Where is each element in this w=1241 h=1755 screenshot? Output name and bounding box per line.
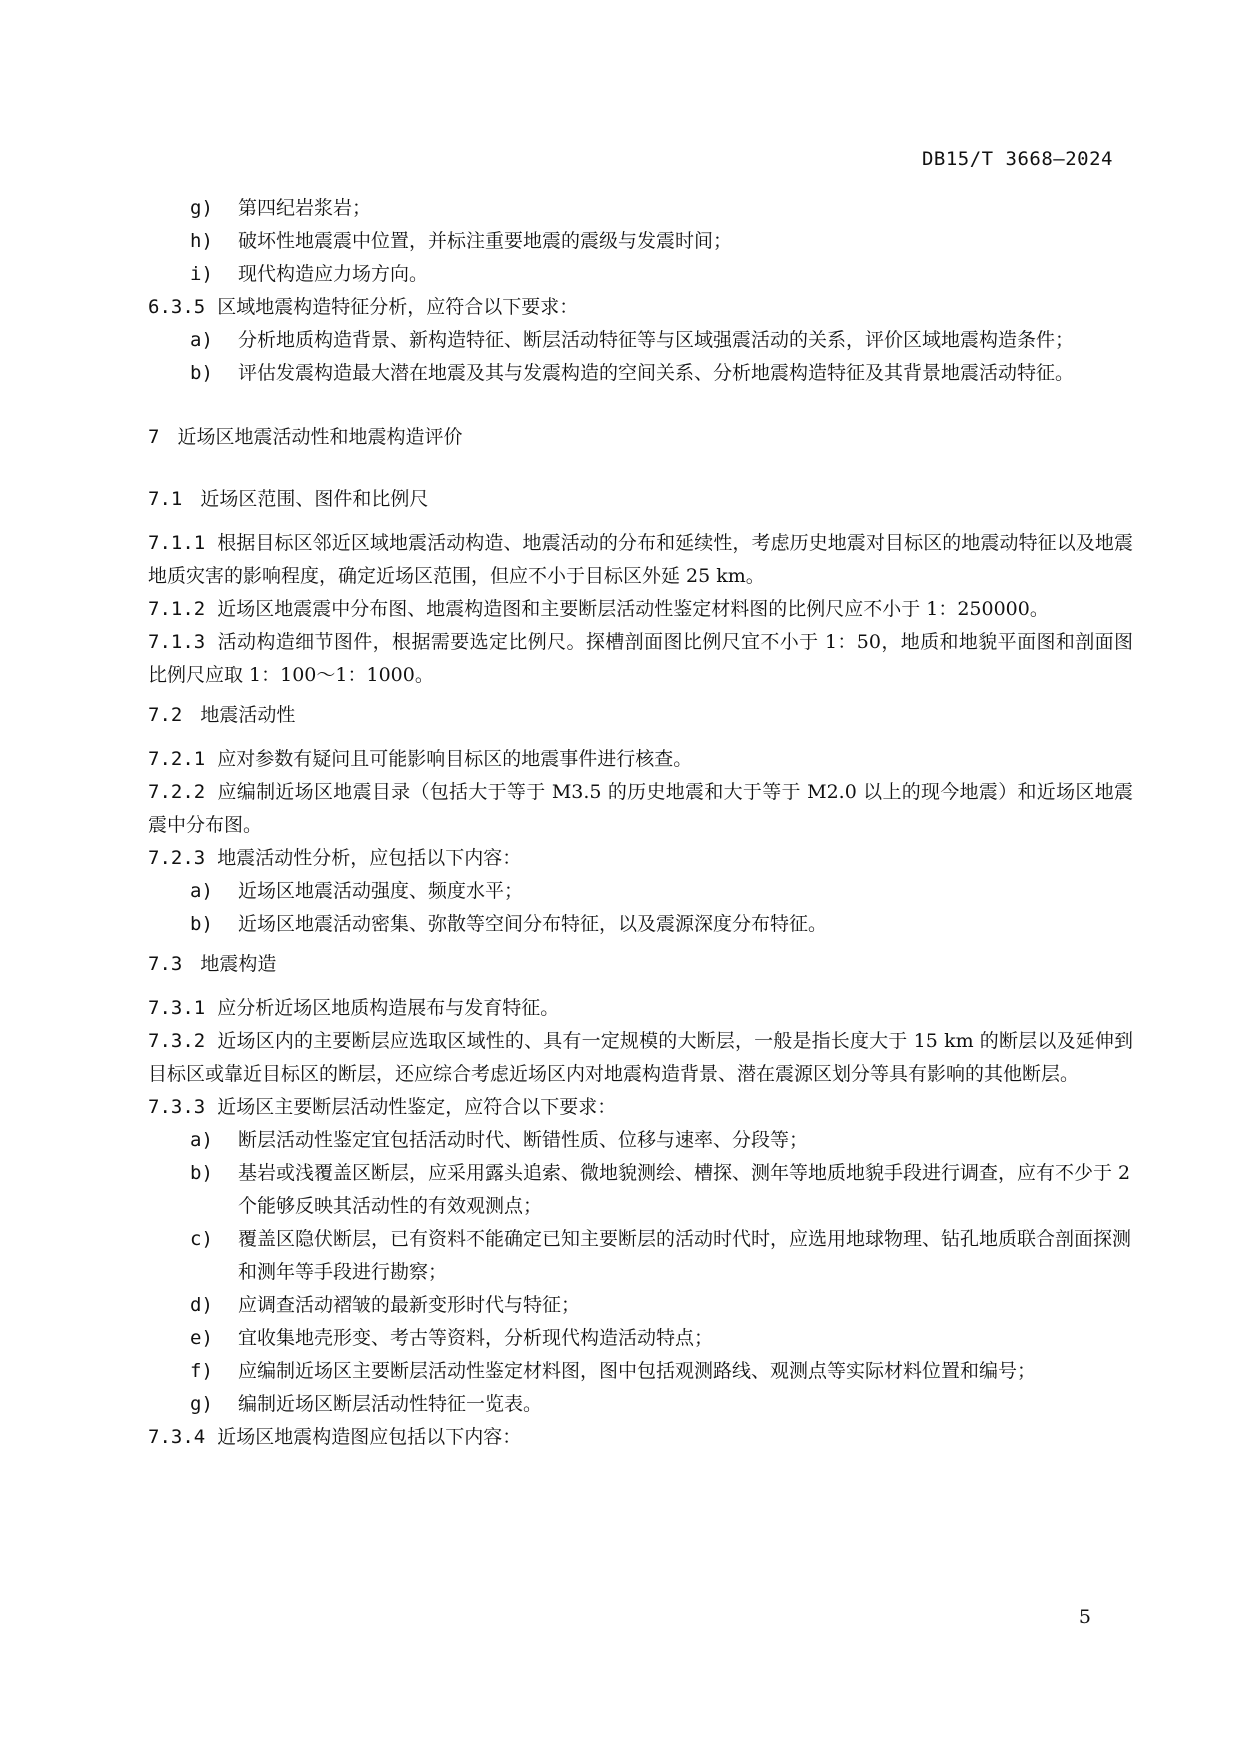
clause-number: 7.3.2	[148, 1030, 206, 1052]
section-heading	[148, 483, 1133, 516]
list-item-label: a)	[190, 1129, 213, 1151]
list-item-label: g)	[190, 197, 213, 219]
list-item-label: b)	[190, 1162, 213, 1184]
section-heading	[148, 948, 1133, 981]
list-item	[148, 1157, 1133, 1223]
clause-text: 应分析近场区地质构造展布与发育特征。	[217, 997, 560, 1019]
clause-text: 区域地震构造特征分析，应符合以下要求：	[217, 296, 579, 318]
section-title: 地震构造	[200, 953, 277, 975]
list-item-label: i)	[190, 263, 213, 285]
clause-7-2-2	[148, 776, 1133, 842]
chapter-number: 7	[148, 426, 160, 448]
clause-number: 6.3.5	[148, 296, 206, 318]
clause-text: 近场区地震震中分布图、地震构造图和主要断层活动性鉴定材料图的比例尺应不小于 1：250000。	[217, 598, 1049, 620]
chapter-title: 近场区地震活动性和地震构造评价	[177, 426, 463, 448]
clause-number: 7.2.2	[148, 781, 206, 803]
list-item-label: h)	[190, 230, 213, 252]
clause-7-1-1	[148, 527, 1133, 593]
clause-text: 近场区地震构造图应包括以下内容：	[217, 1426, 522, 1448]
list-item-text: 第四纪岩浆岩；	[238, 197, 372, 219]
section-heading	[148, 699, 1133, 732]
list-item-text: 覆盖区隐伏断层，已有资料不能确定已知主要断层的活动时代时，应选用地球物理、钻孔地质联合剖面探测和测年等手段进行勘察；	[238, 1228, 1132, 1283]
list-item-label: a)	[190, 329, 213, 351]
clause-number: 7.1.2	[148, 598, 206, 620]
list-item	[148, 192, 1133, 225]
list-item-text: 现代构造应力场方向。	[238, 263, 429, 285]
list-item	[148, 258, 1133, 291]
clause-6-3-5	[148, 291, 1133, 324]
clause-7-2-1	[148, 743, 1133, 776]
standard-code: DB15/T 3668—2024	[921, 148, 1113, 170]
clause-number: 7.2.1	[148, 748, 206, 770]
list-item	[148, 225, 1133, 258]
list-item-text: 断层活动性鉴定宜包括活动时代、断错性质、位移与速率、分段等；	[238, 1129, 809, 1151]
clause-text: 活动构造细节图件，根据需要选定比例尺。探槽剖面图比例尺宜不小于 1：50，地质和地貌平面图和剖面图比例尺应取 1：100～1：1000。	[148, 631, 1133, 686]
list-item-label: e)	[190, 1327, 213, 1349]
clause-number: 7.3.3	[148, 1096, 206, 1118]
clause-text: 应编制近场区地震目录（包括大于等于 M3.5 的历史地震和大于等于 M2.0 以上的现今地震）和近场区地震震中分布图。	[148, 781, 1133, 836]
page-number: 5	[1078, 1606, 1091, 1628]
section-title: 近场区范围、图件和比例尺	[200, 488, 429, 510]
section-number: 7.2	[148, 704, 183, 726]
clause-text: 根据目标区邻近区域地震活动构造、地震活动的分布和延续性，考虑历史地震对目标区的地震动特征以及地震地质灾害的影响程度，确定近场区范围，但应不小于目标区外延 25 km。	[148, 532, 1133, 587]
list-item-text: 宜收集地壳形变、考古等资料，分析现代构造活动特点；	[238, 1327, 714, 1349]
clause-number: 7.1.3	[148, 631, 206, 653]
clause-7-3-4	[148, 1421, 1133, 1454]
list-item-label: a)	[190, 880, 213, 902]
list-item-text: 分析地质构造背景、新构造特征、断层活动特征等与区域强震活动的关系，评价区域地震构造条件；	[238, 329, 1075, 351]
list-item	[148, 1355, 1133, 1388]
list-item	[148, 1289, 1133, 1322]
clause-7-3-2	[148, 1025, 1133, 1091]
document-body	[148, 192, 1133, 1454]
list-item-label: b)	[190, 362, 213, 384]
clause-number: 7.3.1	[148, 997, 206, 1019]
clause-7-1-2	[148, 593, 1133, 626]
clause-text: 近场区内的主要断层应选取区域性的、具有一定规模的大断层，一般是指长度大于 15 km 的断层以及延伸到目标区或靠近目标区的断层，还应综合考虑近场区内对地震构造背景、潜在震源区划分等具有影响的其他断层。	[148, 1030, 1133, 1085]
section-number: 7.1	[148, 488, 183, 510]
list-item-label: c)	[190, 1228, 213, 1250]
section-title: 地震活动性	[200, 704, 296, 726]
list-item-text: 应调查活动褶皱的最新变形时代与特征；	[238, 1294, 581, 1316]
clause-number: 7.3.4	[148, 1426, 206, 1448]
list-item	[148, 324, 1133, 357]
list-item-text: 基岩或浅覆盖区断层，应采用露头追索、微地貌测绘、槽探、测年等地质地貌手段进行调查，应有不少于 2 个能够反映其活动性的有效观测点；	[238, 1162, 1131, 1217]
list-item-text: 近场区地震活动强度、频度水平；	[238, 880, 524, 902]
list-item-label: g)	[190, 1393, 213, 1415]
chapter-heading	[148, 421, 1133, 454]
list-item-text: 编制近场区断层活动性特征一览表。	[238, 1393, 543, 1415]
list-item-label: b)	[190, 913, 213, 935]
list-item	[148, 357, 1133, 390]
clause-7-3-3	[148, 1091, 1133, 1124]
list-item	[148, 1223, 1133, 1289]
list-item	[148, 875, 1133, 908]
list-item	[148, 1124, 1133, 1157]
list-item-label: f)	[190, 1360, 213, 1382]
clause-text: 地震活动性分析，应包括以下内容：	[217, 847, 522, 869]
clause-7-3-1	[148, 992, 1133, 1025]
list-item	[148, 1388, 1133, 1421]
clause-text: 近场区主要断层活动性鉴定，应符合以下要求：	[217, 1096, 617, 1118]
clause-7-2-3	[148, 842, 1133, 875]
list-item-text: 评估发震构造最大潜在地震及其与发震构造的空间关系、分析地震构造特征及其背景地震活动特征。	[238, 362, 1075, 384]
list-item-text: 应编制近场区主要断层活动性鉴定材料图，图中包括观测路线、观测点等实际材料位置和编号；	[238, 1360, 1037, 1382]
clause-7-1-3	[148, 626, 1133, 692]
list-item-label: d)	[190, 1294, 213, 1316]
clause-number: 7.1.1	[148, 532, 206, 554]
list-item-text: 破坏性地震震中位置，并标注重要地震的震级与发震时间；	[238, 230, 733, 252]
list-item	[148, 1322, 1133, 1355]
list-item	[148, 908, 1133, 941]
list-item-text: 近场区地震活动密集、弥散等空间分布特征，以及震源深度分布特征。	[238, 913, 828, 935]
section-number: 7.3	[148, 953, 183, 975]
clause-number: 7.2.3	[148, 847, 206, 869]
clause-text: 应对参数有疑问且可能影响目标区的地震事件进行核查。	[217, 748, 693, 770]
